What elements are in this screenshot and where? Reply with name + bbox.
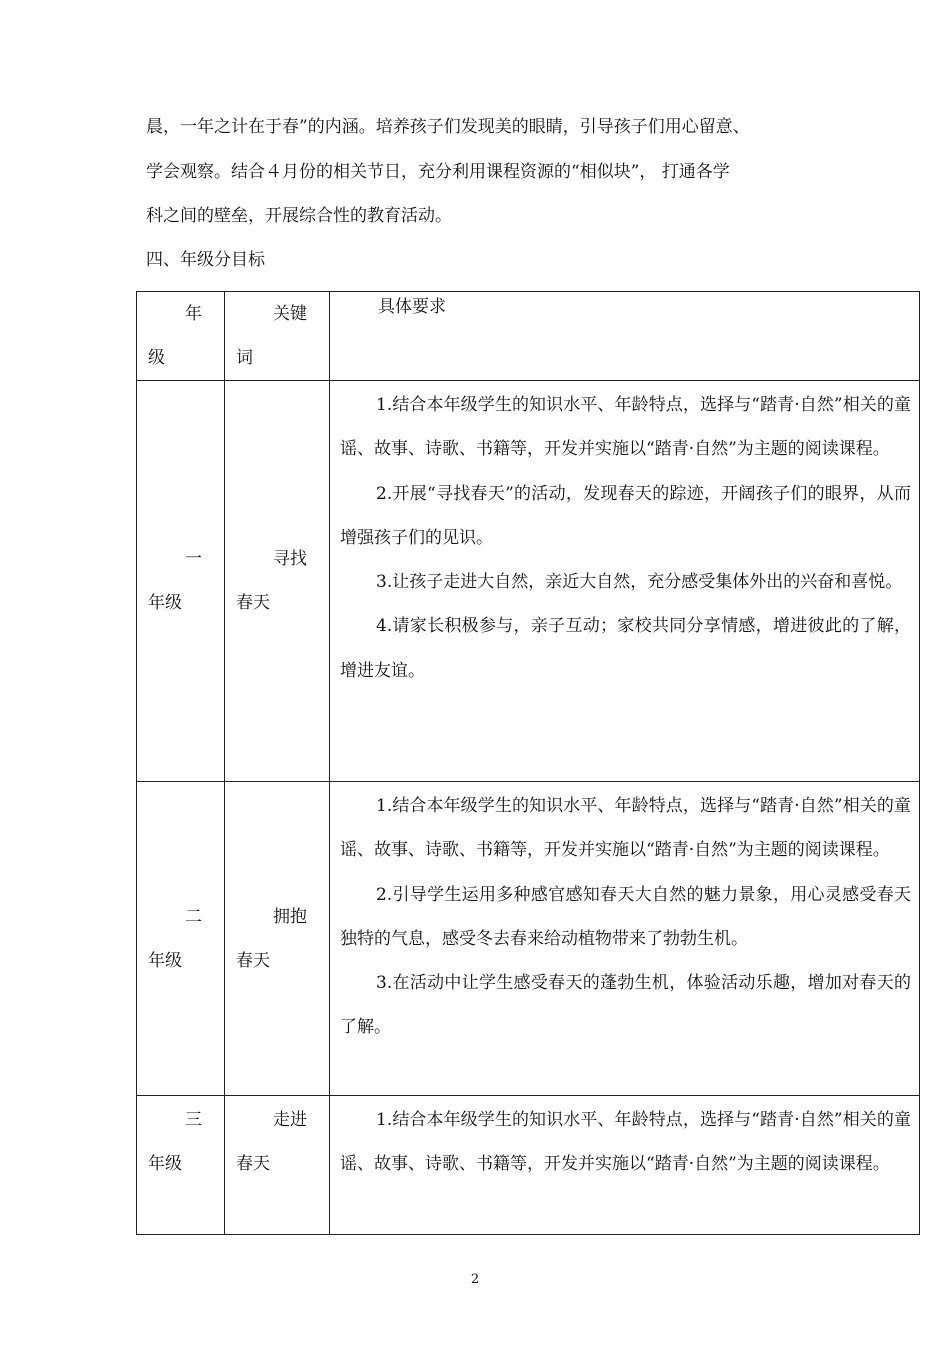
requirements-cell (330, 1096, 920, 1235)
grade-cell (137, 381, 225, 782)
grade-part2: 年级 (148, 1154, 182, 1174)
keyword-part2: 春天 (236, 950, 270, 971)
page-number: 2 (470, 1272, 480, 1287)
keyword-part1: 走进 (273, 1110, 307, 1130)
header-grade-cell (137, 292, 225, 381)
grade-part1: 一 (185, 549, 202, 569)
requirement-item: 3.在活动中让学生感受春天的蓬勃生机，体验活动乐趣，增加对春天的了解。 (340, 973, 911, 1038)
grade-part1: 二 (185, 906, 202, 927)
requirement-item: 1.结合本年级学生的知识水平、年龄特点，选择与“踏青·自然”相关的童谣、故事、诗歌、书籍等，开发并实施以“踏青·自然”为主题的阅读课程。 (340, 1110, 911, 1175)
header-grade-part1: 年 (185, 304, 202, 324)
keyword-cell (225, 1096, 330, 1235)
header-keyword-part2: 词 (236, 348, 253, 368)
requirement-item: 3.让孩子走进大自然，亲近大自然，充分感受集体外出的兴奋和喜悦。 (376, 572, 903, 593)
keyword-cell (225, 782, 330, 1096)
keyword-part1: 拥抱 (273, 906, 307, 927)
keyword-cell (225, 381, 330, 782)
grade-cell (137, 782, 225, 1096)
header-grade-part2: 级 (148, 348, 165, 368)
keyword-part1: 寻找 (273, 549, 307, 569)
grade-part1: 三 (185, 1110, 202, 1130)
requirements-cell (330, 782, 920, 1096)
grade-part2: 年级 (148, 950, 182, 971)
table-row (137, 782, 920, 1096)
requirement-item: 2.开展“寻找春天”的活动，发现春天的踪迹，开阔孩子们的眼界，从而增强孩子们的见识。 (340, 483, 911, 548)
intro-line-2: 学会观察。结合４月份的相关节日，充分利用课程资源的“相似块”， 打通各学 (146, 162, 730, 182)
requirements-cell (330, 381, 920, 782)
table-row (137, 1096, 920, 1235)
keyword-part2: 春天 (236, 1154, 270, 1174)
header-requirements: 具体要求 (330, 292, 920, 381)
header-keyword-cell (225, 292, 330, 381)
grade-part2: 年级 (148, 593, 182, 613)
grade-goals-table (136, 291, 920, 1235)
requirement-item: 1.结合本年级学生的知识水平、年龄特点，选择与“踏青·自然”相关的童谣、故事、诗歌、书籍等，开发并实施以“踏青·自然”为主题的阅读课程。 (340, 796, 911, 861)
table-header-row (137, 292, 920, 381)
table-row (137, 381, 920, 782)
requirement-item: 2.引导学生运用多种感官感知春天大自然的魅力景象，用心灵感受春天独特的气息，感受冬去春来给动植物带来了勃勃生机。 (340, 884, 911, 949)
section-heading: 四、年级分目标 (146, 250, 265, 270)
intro-line-1: 晨，一年之计在于春”的内涵。培养孩子们发现美的眼睛，引导孩子们用心留意、 (146, 117, 750, 137)
keyword-part2: 春天 (236, 593, 270, 613)
intro-line-3: 科之间的壁垒，开展综合性的教育活动。 (146, 206, 452, 226)
requirement-item: 1.结合本年级学生的知识水平、年龄特点，选择与“踏青·自然”相关的童谣、故事、诗歌、书籍等，开发并实施以“踏青·自然”为主题的阅读课程。 (340, 395, 911, 460)
grade-cell (137, 1096, 225, 1235)
requirement-item: 4.请家长积极参与，亲子互动；家校共同分享情感，增进彼此的了解，增进友谊。 (340, 616, 911, 681)
header-keyword-part1: 关键 (273, 304, 307, 324)
